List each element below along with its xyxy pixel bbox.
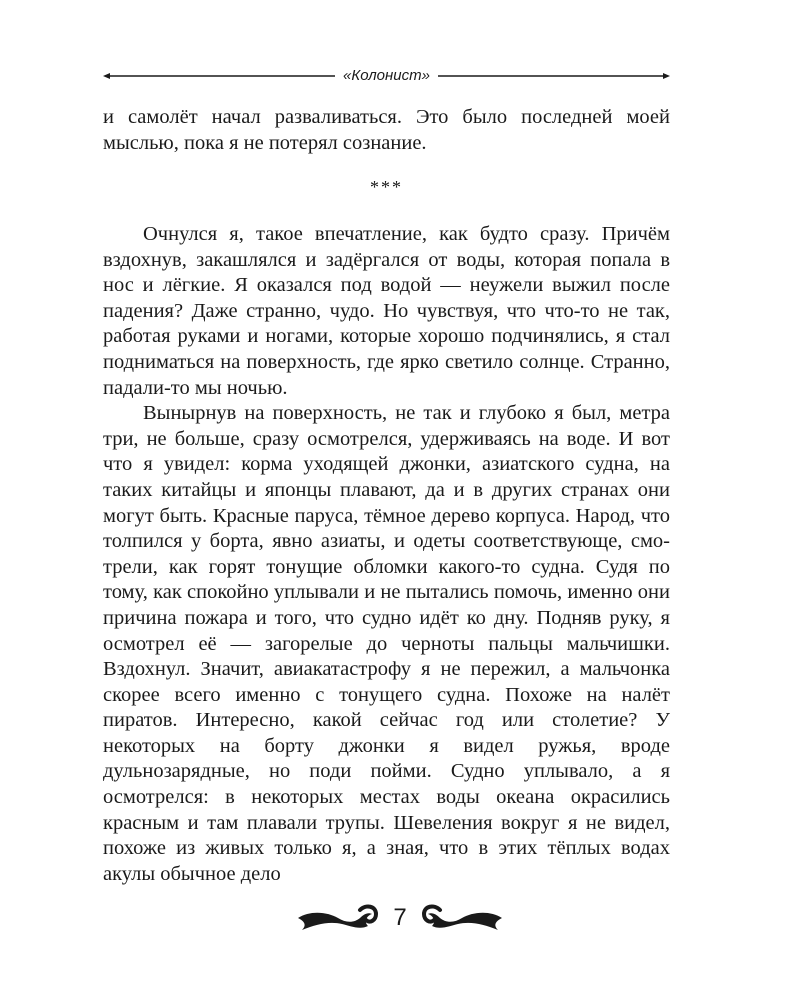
section-separator: *** bbox=[370, 177, 403, 197]
page-footer bbox=[280, 896, 520, 946]
paragraph: Очнулся я, такое впечатление, как будто сразу. Причём вздохнув, закашлялся и задёргался от воды, которая попала в нос и лёгкие. Я оказался под водой — неужели выжил после падения? Даже странно, чудо. Но чувствуя, что что-то не так, работая руками и ногами, которые хорошо подчинялись, я стал подниматься на поверхность, где ярко светило солнце. Странно, падали-то мы ночью. bbox=[103, 223, 670, 399]
running-title-text: «Колонист» bbox=[335, 67, 438, 84]
opening-paragraph bbox=[103, 105, 670, 156]
running-header bbox=[103, 64, 670, 88]
main-text bbox=[103, 222, 670, 887]
running-title bbox=[103, 66, 670, 86]
page-number: 7 bbox=[393, 904, 407, 931]
paragraph: и самолёт начал разваливаться. Это было последней моей мыслью, пока я не потерял сознание. bbox=[103, 106, 670, 154]
paragraph: Вынырнув на поверхность, не так и глубоко я был, метра три, не больше, сразу осмотрелся, удерживаясь на воде. И вот что я увидел: корма уходящей джонки, азиатского судна, на таких китайцы и японцы плавают, да и в других странах они могут быть. Красные паруса, тёмное дерево корпуса. Народ, что толпился у борта, явно азиаты, и одеты соответствующе, смотрели, как горят тонущие обломки какого-то судна. Судя по тому, как спокойно уплывали и не пытались помочь, именно они причина пожара и того, что судно идёт ко дну. Подняв руку, я осмотрел её — загорелые до черноты пальцы мальчишки. Вздохнул. Значит, авиакатастрофу я не пережил, а мальчонка скорее всего именно с тонущего судна. Похоже на налёт пиратов. Интересно, какой сейчас год или столетие? У некоторых на борту джонки я видел ружья, вроде дульнозарядные, но поди пойми. Судно уплывало, а я осмотрелся: в некоторых местах воды океана окрасились красным и там плавали трупы. Шевеления вокруг я не видел, похоже из живых только я, а зная, что в этих тёплых водах акулы обычное дело bbox=[103, 402, 670, 885]
